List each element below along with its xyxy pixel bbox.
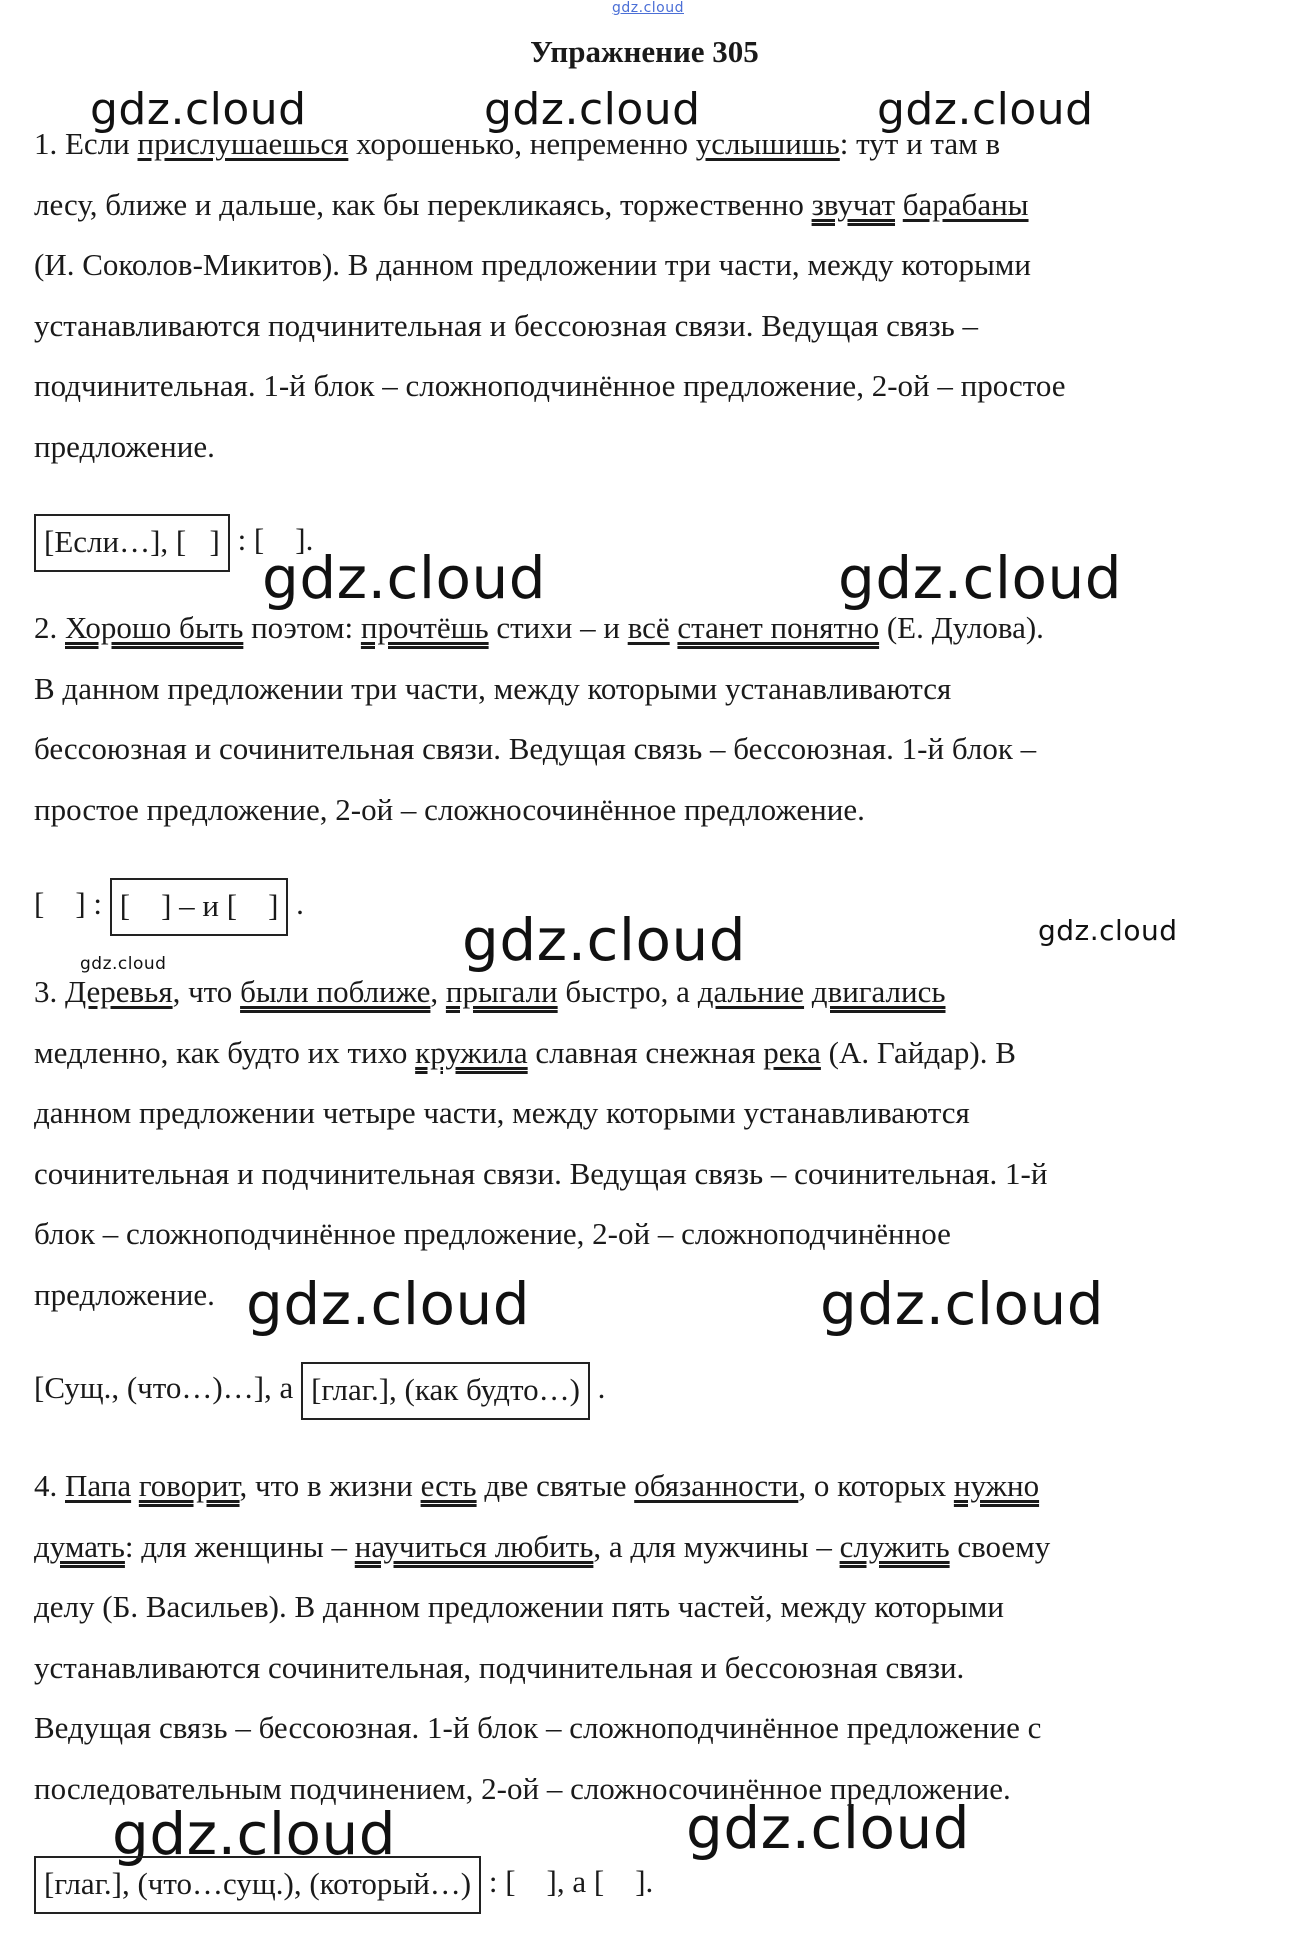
text-segment: стихи – и [488,610,628,645]
text-segment: предложение. [34,1276,215,1312]
text-segment: : тут и там в [839,126,1001,161]
text-segment: предложение. [34,428,215,464]
underlined-word: кружила [415,1034,528,1070]
underlined-word: прочтёшь [360,610,489,645]
text-line [34,962,1264,1023]
text-segment: устанавливаются сочинительная, подчинительная и бессоюзная связи. [34,1649,965,1685]
scheme-1 [34,514,313,564]
underlined-word: звучат [811,186,896,222]
text-segment: 1. Если [34,126,138,161]
text-line [34,598,1264,659]
text-segment: бессоюзная и сочинительная связи. Ведущая связь – бессоюзная. 1-й блок – [34,731,1037,766]
underlined-word: думать [34,1528,125,1564]
watermark: gdz.cloud [1038,914,1178,947]
scheme-text: [ ] : [34,886,110,922]
text-segment [804,974,812,1009]
exercise-item-2 [34,598,1264,840]
text-line [34,114,1264,175]
text-line [34,356,1264,417]
exercise-item-3 [34,962,1264,1325]
text-segment: 2. [34,610,65,645]
text-segment: медленно, как будто их тихо [34,1034,416,1070]
exercise-item-1 [34,114,1264,477]
text-line [34,1759,1264,1820]
underlined-word: научиться любить [354,1528,594,1564]
watermark: gdz.cloud [262,544,547,612]
scheme-3 [34,1362,605,1412]
text-line [34,1023,1264,1084]
text-segment: простое предложение, 2-ой – сложносочинённое предложение. [34,791,865,827]
underlined-word: есть [420,1468,477,1503]
text-segment: лесу, ближе и дальше, как бы перекликаясь, торжественно [34,186,812,222]
text-segment: своему [949,1528,1051,1564]
text-segment: , а для мужчины – [593,1528,840,1564]
underlined-word: река [763,1034,821,1070]
text-segment: , [430,974,446,1009]
scheme-2 [34,878,304,928]
text-line [34,1265,1264,1326]
text-line [34,1144,1264,1205]
text-segment: славная снежная [527,1034,764,1070]
text-segment: (Е. Дулова). [879,610,1044,645]
text-segment: Ведущая связь – бессоюзная. 1-й блок – сложноподчинённое предложение с [34,1710,1042,1745]
underlined-word: Деревья [65,974,173,1009]
text-segment: блок – сложноподчинённое предложение, 2-ой – сложноподчинённое [34,1216,951,1251]
text-line [34,719,1264,780]
text-line [34,296,1264,357]
page-title: Упражнение 305 [530,34,759,69]
scheme-box: [глаг.], (что…сущ.), (который…) [34,1856,481,1914]
scheme-box: [глаг.], (как будто…) [301,1362,590,1420]
underlined-word: двигались [811,974,946,1009]
watermark-tiny: gdz.cloud [612,0,684,16]
text-segment: (А. Гайдар). В [820,1034,1016,1070]
scheme-text: : [ ], а [ ]. [481,1864,654,1900]
text-segment: делу (Б. Васильев). В данном предложении пять частей, между которыми [34,1589,1004,1624]
text-segment [131,1468,139,1503]
scheme-4 [34,1856,653,1906]
text-segment: две святые [476,1468,635,1503]
underlined-word: всё [627,610,670,645]
text-segment: В данном предложении три части, между которыми устанавливаются [34,670,952,706]
watermark: gdz.cloud [838,544,1123,612]
text-line [34,1204,1264,1265]
text-segment: (И. Соколов-Микитов). В данном предложении три части, между которыми [34,247,1031,282]
text-line [34,175,1264,236]
underlined-word: прыгали [445,974,558,1009]
text-line [34,1577,1264,1638]
text-segment: поэтом: [243,610,361,645]
underlined-word: были поближе [240,974,431,1009]
exercise-item-4 [34,1456,1264,1819]
text-segment: 4. [34,1468,65,1503]
underlined-word: Хорошо быть [65,610,244,645]
underlined-word: барабаны [902,186,1029,222]
text-segment: 3. [34,974,65,1009]
watermark: gdz.cloud [877,84,1094,135]
text-segment: быстро, а [557,974,698,1009]
text-segment: данном предложении четыре части, между которыми устанавливаются [34,1095,970,1130]
text-line [34,780,1264,841]
text-line [34,1517,1264,1578]
text-line [34,417,1264,478]
scheme-box: [ ] – и [ ] [110,878,289,936]
watermark-tiny: gdz.cloud [80,954,167,974]
scheme-text: : [ ]. [229,522,314,558]
underlined-word: услышишь [695,126,840,161]
text-segment: устанавливаются подчинительная и бессоюзная связи. Ведущая связь – [34,307,979,343]
watermark: gdz.cloud [90,84,307,135]
watermark: gdz.cloud [112,1800,397,1868]
watermark: gdz.cloud [462,906,747,974]
text-segment: , что [172,974,241,1009]
text-segment: последовательным подчинением, 2-ой – сложносочинённое предложение. [34,1770,1011,1806]
text-line [34,1698,1264,1759]
text-line [34,1456,1264,1517]
watermark: gdz.cloud [484,84,701,135]
text-line [34,235,1264,296]
text-segment: , что в жизни [239,1468,421,1503]
text-segment: подчинительная. 1-й блок – сложноподчинённое предложение, 2-ой – простое [34,368,1066,403]
underlined-word: обязанности [634,1468,799,1503]
scheme-text: [Сущ., (что…)…], а [34,1370,302,1406]
text-line [34,1638,1264,1699]
text-segment [895,187,903,222]
underlined-word: Папа [65,1468,132,1503]
watermark: gdz.cloud [246,1270,531,1338]
text-segment: : для женщины – [124,1528,355,1564]
underlined-word: говорит [138,1468,240,1503]
underlined-word: служить [839,1528,950,1564]
text-line [34,659,1264,720]
watermark: gdz.cloud [686,1794,971,1862]
underlined-word: дальние [697,974,805,1009]
watermark: gdz.cloud [820,1270,1105,1338]
scheme-text: . [589,1370,606,1406]
scheme-text: . [288,886,304,922]
underlined-word: станет понятно [677,610,880,645]
text-line [34,1083,1264,1144]
text-segment: , о которых [798,1468,954,1503]
underlined-word: нужно [953,1468,1040,1503]
underlined-word: прислушаешься [137,126,349,161]
scheme-box: [Если…], [ ] [34,514,230,572]
text-segment: хорошенько, непременно [348,126,696,161]
text-segment: сочинительная и подчинительная связи. Ведущая связь – сочинительная. 1-й [34,1155,1048,1191]
